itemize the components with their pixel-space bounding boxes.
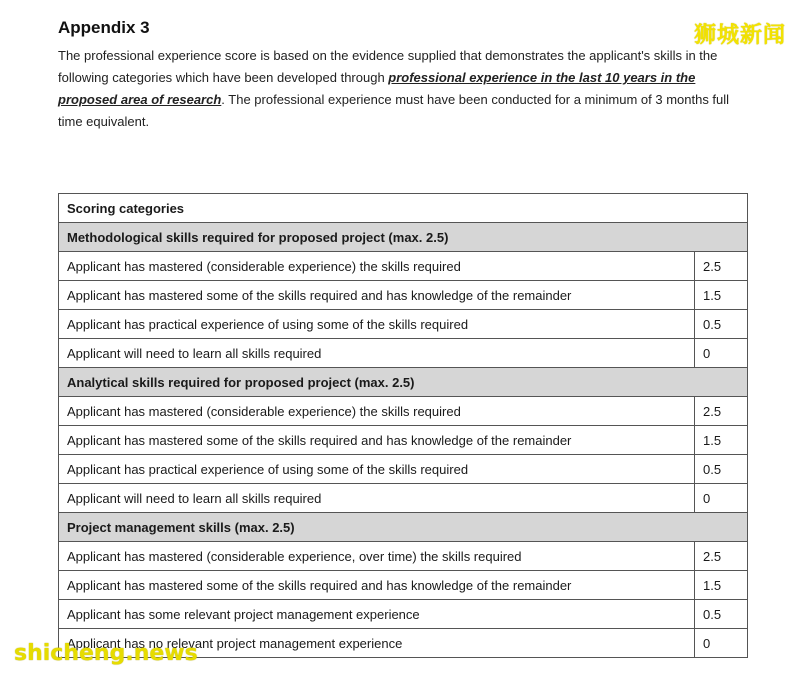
- criterion-score: 0.5: [695, 455, 748, 484]
- table-row: [59, 600, 748, 629]
- watermark-logo-top: 狮城新闻: [693, 23, 786, 48]
- section-row: [59, 368, 748, 397]
- criterion-label: Applicant has mastered (considerable experience) the skills required: [59, 252, 695, 281]
- table-row: [59, 484, 748, 513]
- criterion-score: 0: [695, 484, 748, 513]
- criterion-score: 0.5: [695, 600, 748, 629]
- criterion-score: 1.5: [695, 571, 748, 600]
- criterion-label: Applicant has mastered (considerable experience, over time) the skills required: [59, 542, 695, 571]
- table-row: [59, 571, 748, 600]
- section-title: Methodological skills required for proposed project (max. 2.5): [59, 223, 748, 252]
- table-row: [59, 542, 748, 571]
- section-row: [59, 223, 748, 252]
- criterion-label: Applicant has mastered (considerable experience) the skills required: [59, 397, 695, 426]
- criterion-score: 0.5: [695, 310, 748, 339]
- table-row: [59, 426, 748, 455]
- criterion-label: Applicant will need to learn all skills required: [59, 339, 695, 368]
- criterion-label: Applicant has mastered some of the skills required and has knowledge of the remainder: [59, 426, 695, 455]
- criterion-label: Applicant has practical experience of using some of the skills required: [59, 455, 695, 484]
- criterion-label: Applicant will need to learn all skills required: [59, 484, 695, 513]
- table-row: [59, 310, 748, 339]
- intro-paragraph: [58, 45, 748, 133]
- criterion-score: 2.5: [695, 397, 748, 426]
- criterion-score: 2.5: [695, 542, 748, 571]
- table-row: [59, 397, 748, 426]
- table-row: [59, 455, 748, 484]
- criterion-label: Applicant has some relevant project management experience: [59, 600, 695, 629]
- criterion-label: Applicant has no relevant project management experience: [59, 629, 695, 658]
- table-header-row: [59, 194, 748, 223]
- section-row: [59, 513, 748, 542]
- criterion-score: 0: [695, 629, 748, 658]
- criterion-score: 1.5: [695, 426, 748, 455]
- document-title: Appendix 3: [58, 18, 150, 37]
- intro-text-1: The professional experience score is based on the evidence supplied that demonstrates the applicant's skills in the following categories which have been developed through: [58, 48, 718, 85]
- intro-text-2: . The professional experience must have been conducted for a minimum of 3 months full time equivalent.: [58, 92, 730, 129]
- table-header: Scoring categories: [59, 194, 748, 223]
- section-title: Analytical skills required for proposed project (max. 2.5): [59, 368, 748, 397]
- intro-emphasis: professional experience in the last 10 years in the proposed area of research: [58, 70, 696, 107]
- table-row: [59, 339, 748, 368]
- section-title: Project management skills (max. 2.5): [59, 513, 748, 542]
- criterion-label: Applicant has practical experience of using some of the skills required: [59, 310, 695, 339]
- criterion-label: Applicant has mastered some of the skills required and has knowledge of the remainder: [59, 281, 695, 310]
- criterion-score: 1.5: [695, 281, 748, 310]
- criterion-score: 2.5: [695, 252, 748, 281]
- scoring-table: [58, 193, 748, 658]
- watermark-logo-bottom: shicheng.news: [14, 641, 198, 666]
- table-row: [59, 252, 748, 281]
- criterion-label: Applicant has mastered some of the skills required and has knowledge of the remainder: [59, 571, 695, 600]
- table-row: [59, 281, 748, 310]
- criterion-score: 0: [695, 339, 748, 368]
